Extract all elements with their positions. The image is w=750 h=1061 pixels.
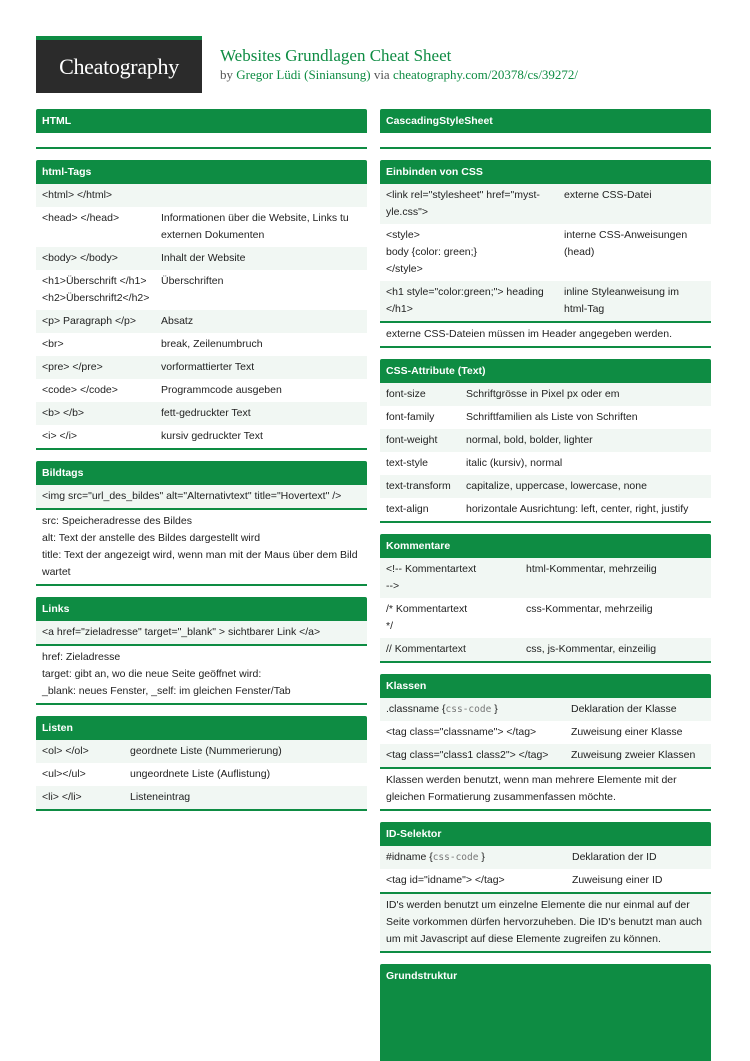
row-key: // Kommentartext xyxy=(386,643,466,655)
table-row xyxy=(380,558,711,598)
tags-table xyxy=(36,184,367,448)
row-key: <ol> </ol> xyxy=(42,745,89,757)
table-row xyxy=(36,786,367,809)
section-einbinden xyxy=(380,160,711,348)
row-value xyxy=(161,187,361,204)
attr-table xyxy=(380,383,711,521)
table-row xyxy=(36,763,367,786)
row-value: Zuweisung zweier Klassen xyxy=(571,749,696,761)
section-listen xyxy=(36,716,367,811)
code-placeholder: css-code xyxy=(432,852,479,863)
table-row xyxy=(36,207,367,247)
table-row xyxy=(36,740,367,763)
section-note: Klassen werden benutzt, wenn man mehrere Elemente mit der gleichen Formatierung zusammenfassen möchte. xyxy=(380,769,711,809)
author-link[interactable]: Gregor Lüdi (Siniansung) xyxy=(236,67,371,82)
section-note: ID's werden benutzt um einzelne Elemente die nur einmal auf der Seite vorkommen dürfen hervorzuheben. Die ID's benutzt man auch um mit Javascript auf diese Elemente zugreifen zu können. xyxy=(380,894,711,951)
table-row xyxy=(380,429,711,452)
row-value: italic (kursiv), normal xyxy=(466,457,563,469)
row-value: Zuweisung einer ID xyxy=(572,874,663,886)
left-column xyxy=(36,109,367,822)
title-block xyxy=(220,46,578,84)
row-key-end: } xyxy=(491,703,498,715)
code-text: <img src="url_des_bildes" alt="Alternativtext" title="Hovertext" /> xyxy=(42,490,342,502)
einbinden-table xyxy=(380,184,711,321)
section-title: Klassen xyxy=(380,674,711,698)
table-row xyxy=(380,383,711,406)
section-links xyxy=(36,597,367,705)
row-key-end: } xyxy=(478,851,485,863)
table-row xyxy=(36,402,367,425)
table-row xyxy=(380,498,711,521)
row-key: <body> </body> xyxy=(42,252,118,264)
section-note: src: Speicheradresse des Bildes alt: Text der anstelle des Bildes dargestellt wird title: Text der angezeigt wird, wenn man mit der Maus über dem Bild wartet xyxy=(36,510,367,584)
table-row xyxy=(380,184,711,224)
table-row xyxy=(36,270,367,310)
row-value: Listeneintrag xyxy=(130,791,191,803)
row-value: geordnete Liste (Nummerierung) xyxy=(130,745,282,757)
table-row xyxy=(36,356,367,379)
section-title: Kommentare xyxy=(380,534,711,558)
row-value: Überschriften xyxy=(161,275,224,287)
section-title: CSS-Attribute (Text) xyxy=(380,359,711,383)
source-url-link[interactable]: cheatography.com/20378/cs/39272/ xyxy=(392,67,579,82)
section-title: Listen xyxy=(36,716,367,740)
row-key-start: #idname { xyxy=(386,851,433,863)
table-row xyxy=(380,869,711,894)
row-key: <b> </b> xyxy=(42,407,85,419)
section-css xyxy=(380,109,711,149)
row-key: <head> </head> xyxy=(42,212,120,224)
row-key: <li> </li> xyxy=(42,791,82,803)
row-value: css-Kommentar, mehrzeilig xyxy=(526,603,653,615)
row-key: text-transform xyxy=(386,480,451,492)
code-text: <a href="zieladresse" target="_blank" > sichtbarer Link </a> xyxy=(42,626,321,638)
section-klassen xyxy=(380,674,711,811)
section-title: html-Tags xyxy=(36,160,367,184)
row-key: <html> </html> xyxy=(42,189,113,201)
section-body-empty xyxy=(36,133,367,147)
row-key: <link rel="stylesheet" href="myst- yle.css"> xyxy=(386,189,540,218)
table-row xyxy=(380,281,711,321)
section-css-attribute xyxy=(380,359,711,523)
table-row xyxy=(36,247,367,270)
section-title: Bildtags xyxy=(36,461,367,485)
row-value: horizontale Ausrichtung: left, center, right, justify xyxy=(466,503,689,515)
section-body-filled xyxy=(380,988,711,1061)
listen-table xyxy=(36,740,367,809)
row-key: font-weight xyxy=(386,434,438,446)
table-row xyxy=(380,406,711,429)
section-body-empty xyxy=(380,133,711,147)
section-title: HTML xyxy=(36,109,367,133)
row-key xyxy=(386,701,571,718)
section-note: externe CSS-Dateien müssen im Header angegeben werden. xyxy=(380,321,711,346)
row-key: <i> </i> xyxy=(42,430,78,442)
table-row xyxy=(380,744,711,769)
section-note: href: Zieladresse target: gibt an, wo die neue Seite geöffnet wird: _blank: neues Fenster, _self: im gleichen Fenster/Tab xyxy=(36,646,367,703)
section-bildtags xyxy=(36,461,367,586)
section-title: CascadingStyleSheet xyxy=(380,109,711,133)
row-key: font-size xyxy=(386,388,426,400)
table-row xyxy=(380,475,711,498)
row-value: normal, bold, bolder, lighter xyxy=(466,434,593,446)
table-row xyxy=(36,425,367,448)
row-value: interne CSS-Anweisungen (head) xyxy=(564,229,688,258)
table-row xyxy=(380,598,711,638)
row-value: kursiv gedruckter Text xyxy=(161,430,263,442)
table-row xyxy=(36,333,367,356)
row-key: <tag class="class1 class2"> </tag> xyxy=(386,749,549,761)
byline xyxy=(220,66,578,84)
code-row xyxy=(36,485,367,510)
row-key: <tag class="classname"> </tag> xyxy=(386,726,537,738)
table-row xyxy=(380,224,711,281)
section-title: ID-Selektor xyxy=(380,822,711,846)
section-kommentare xyxy=(380,534,711,663)
table-row xyxy=(380,846,711,869)
row-key: <pre> </pre> xyxy=(42,361,103,373)
row-value: externe CSS-Datei xyxy=(564,189,652,201)
section-html-tags xyxy=(36,160,367,450)
row-value: break, Zeilenumbruch xyxy=(161,338,263,350)
row-value: vorformattierter Text xyxy=(161,361,255,373)
byline-by: by xyxy=(220,67,233,82)
byline-via: via xyxy=(373,67,390,82)
row-key: <h1 style="color:green;"> heading </h1> xyxy=(386,286,544,315)
row-value: html-Kommentar, mehrzeilig xyxy=(526,563,657,575)
row-key: <p> Paragraph </p> xyxy=(42,315,136,327)
table-row xyxy=(36,379,367,402)
table-row xyxy=(380,638,711,661)
row-value: Inhalt der Website xyxy=(161,252,246,264)
table-row xyxy=(380,721,711,744)
row-value: Zuweisung einer Klasse xyxy=(571,726,683,738)
row-key: <ul></ul> xyxy=(42,768,86,780)
row-key: font-family xyxy=(386,411,435,423)
row-key: <br> xyxy=(42,338,64,350)
section-title: Links xyxy=(36,597,367,621)
section-title: Grundstruktur xyxy=(380,964,711,988)
row-key: <tag id="idname"> </tag> xyxy=(386,874,505,886)
row-value: Absatz xyxy=(161,315,194,327)
table-row xyxy=(36,184,367,207)
row-value: Schriftgrösse in Pixel px oder em xyxy=(466,388,620,400)
row-key-start: .classname { xyxy=(386,703,446,715)
row-value: capitalize, uppercase, lowercase, none xyxy=(466,480,647,492)
section-html xyxy=(36,109,367,149)
row-key: /* Kommentartext */ xyxy=(386,603,468,632)
row-key: text-align xyxy=(386,503,429,515)
row-value: Deklaration der Klasse xyxy=(571,703,677,715)
row-value: css, js-Kommentar, einzeilig xyxy=(526,643,657,655)
page-header xyxy=(36,36,716,94)
section-title: Einbinden von CSS xyxy=(380,160,711,184)
table-row xyxy=(36,310,367,333)
section-id-selektor xyxy=(380,822,711,953)
section-grundstruktur xyxy=(380,964,711,1061)
cheatography-logo[interactable]: Cheatography xyxy=(36,36,202,93)
row-key: <!-- Kommentartext --> xyxy=(386,563,477,592)
row-value: inline Styleanweisung im html-Tag xyxy=(564,286,679,315)
row-value: fett-gedruckter Text xyxy=(161,407,251,419)
row-key: <code> </code> xyxy=(42,384,118,396)
table-row xyxy=(380,452,711,475)
row-key: <style> body {color: green;} </style> xyxy=(386,229,478,275)
page-title: Websites Grundlagen Cheat Sheet xyxy=(220,46,452,65)
right-column xyxy=(380,109,711,1061)
row-value: ungeordnete Liste (Auflistung) xyxy=(130,768,271,780)
kommentare-table xyxy=(380,558,711,661)
code-row xyxy=(36,621,367,646)
row-value: Informationen über die Website, Links tu externen Dokumenten xyxy=(161,212,349,241)
row-key: text-style xyxy=(386,457,429,469)
row-key: <h1>Überschrift </h1> <h2>Überschrift2</h2> xyxy=(42,275,150,304)
row-key xyxy=(386,849,572,866)
row-value: Schriftfamilien als Liste von Schriften xyxy=(466,411,638,423)
row-value: Deklaration der ID xyxy=(572,851,657,863)
row-value: Programmcode ausgeben xyxy=(161,384,282,396)
code-placeholder: css-code xyxy=(445,704,492,715)
table-row xyxy=(380,698,711,721)
